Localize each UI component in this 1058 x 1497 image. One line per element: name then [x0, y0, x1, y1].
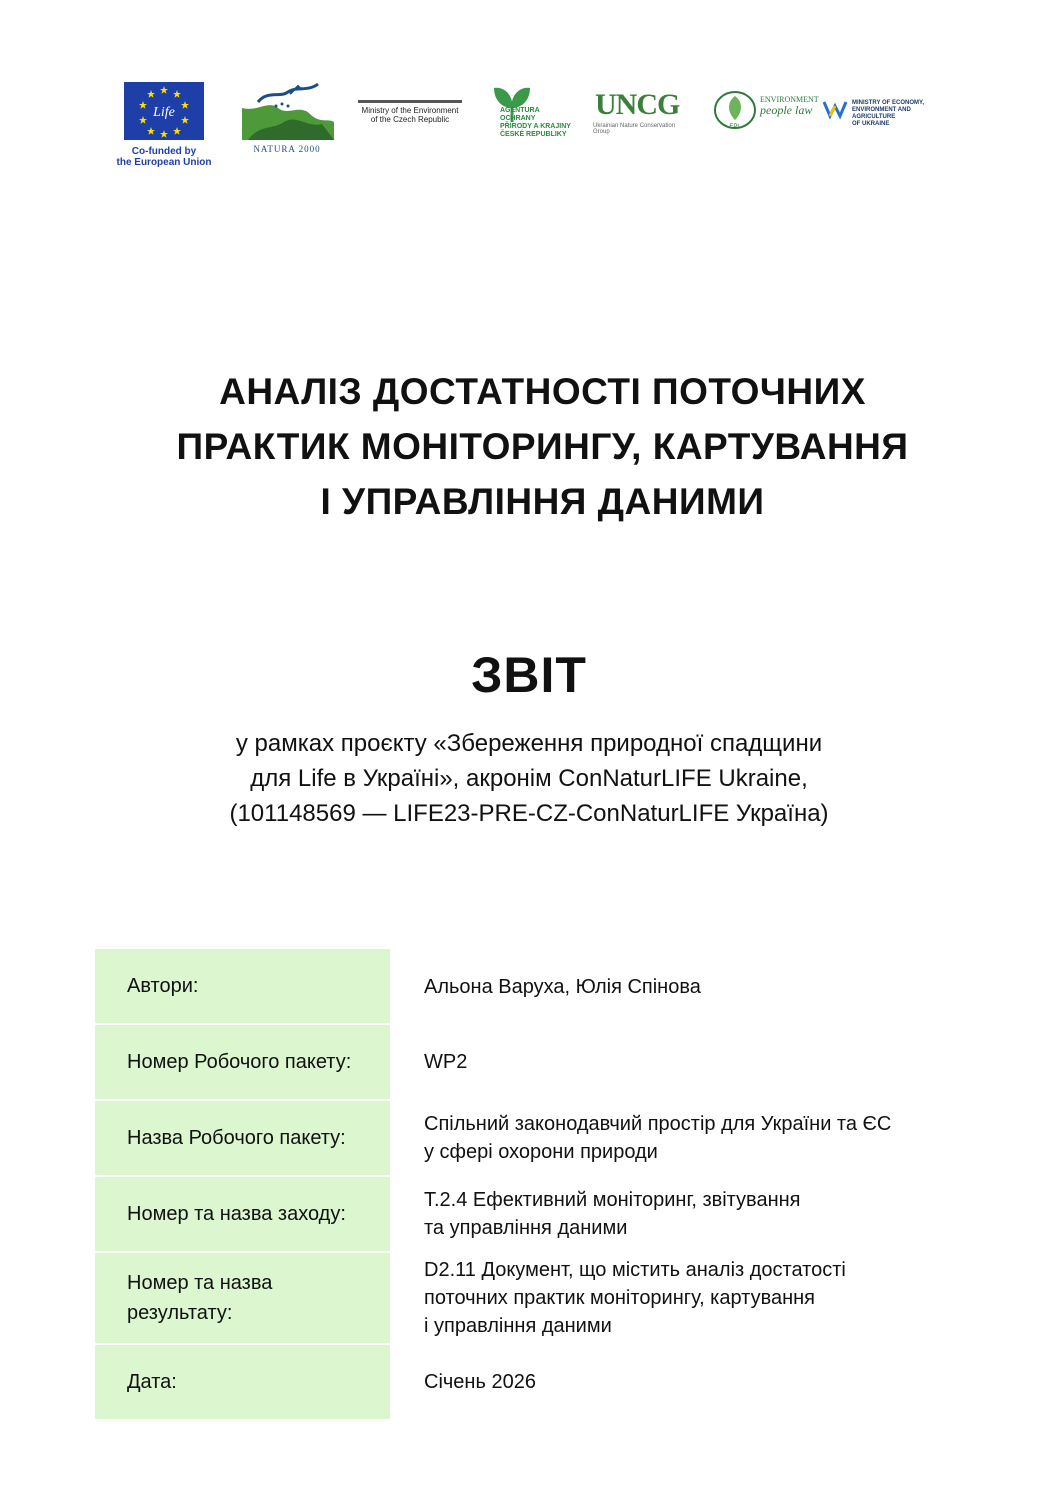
epl-leaf-icon	[713, 90, 757, 130]
table-row	[95, 1024, 955, 1100]
title-line: І УПРАВЛІННЯ ДАНИМИ	[320, 481, 765, 522]
row-value: WP2	[424, 1051, 468, 1073]
row-value: Т.2.4 Ефективний моніторинг, звітування та управління даними	[424, 1189, 801, 1239]
ministry-ua-logo: MINISTRY OF ECONOMY, ENVIRONMENT AND AGRICULTURE OF UKRAINE	[852, 100, 925, 127]
table-row	[95, 949, 955, 1024]
row-value: D2.11 Документ, що містить аналіз достатості поточних практик моніторингу, картування і управління даними	[424, 1259, 846, 1337]
row-label: Номер та назва результату:	[95, 1252, 390, 1344]
eu-caption: Co-funded by the European Union	[116, 146, 212, 168]
row-label: Номер та назва заходу:	[95, 1176, 390, 1252]
row-label: Назва Робочого пакету:	[95, 1100, 390, 1176]
uncg-logo: UNCG	[595, 88, 680, 121]
logo-strip	[0, 0, 1058, 180]
table-row	[95, 1100, 955, 1176]
uncg-subtitle: Ukrainian Nature Conservation Group	[593, 123, 676, 135]
document-title	[0, 364, 1058, 529]
natura-2000-logo	[238, 78, 336, 142]
title-line: ПРАКТИК МОНІТОРИНГУ, КАРТУВАННЯ	[176, 426, 909, 467]
title-line: АНАЛІЗ ДОСТАТНОСТІ ПОТОЧНИХ	[219, 371, 866, 412]
ministry-cz-bar	[358, 100, 462, 103]
eu-life-mark: Life	[153, 105, 175, 120]
epl-logo-text: ENVIRONMENT people law	[760, 95, 819, 117]
row-label: Автори:	[95, 949, 390, 1024]
svg-text:EPL: EPL	[729, 124, 741, 130]
subtitle-line: (101148569 — LIFE23-PRE-CZ-ConNaturLIFE Україна)	[229, 800, 829, 827]
subtitle-line: для Life в Україні», акронім ConNaturLIFE Ukraine,	[250, 765, 808, 792]
natura-2000-label: NATURA 2000	[253, 144, 321, 154]
report-info-table	[95, 949, 955, 1421]
row-value: Альона Варуха, Юлія Спінова	[424, 975, 701, 998]
report-heading: ЗВІТ	[471, 647, 587, 703]
ministry-cz-logo: Ministry of the Environment of the Czech Republic	[361, 106, 459, 124]
row-value: Спільний законодавчий простір для України та ЄС у сфері охорони природи	[424, 1113, 892, 1163]
row-value: Січень 2026	[424, 1371, 536, 1393]
row-label: Номер Робочого пакету:	[95, 1024, 390, 1100]
eu-flag-logo	[124, 82, 204, 140]
ministry-ua-icon	[822, 98, 848, 120]
table-row	[95, 1252, 955, 1344]
table-row	[95, 1176, 955, 1252]
subtitle-line: у рамках проєкту «Збереження природної спадщини	[235, 730, 823, 757]
row-label: Дата:	[95, 1344, 390, 1420]
project-subtitle	[0, 726, 1058, 831]
aopk-logo-text: AGENTURA OCHRANY PŘÍRODY A KRAJINY ČESKÉ REPUBLIKY	[500, 107, 571, 138]
table-row	[95, 1344, 955, 1420]
